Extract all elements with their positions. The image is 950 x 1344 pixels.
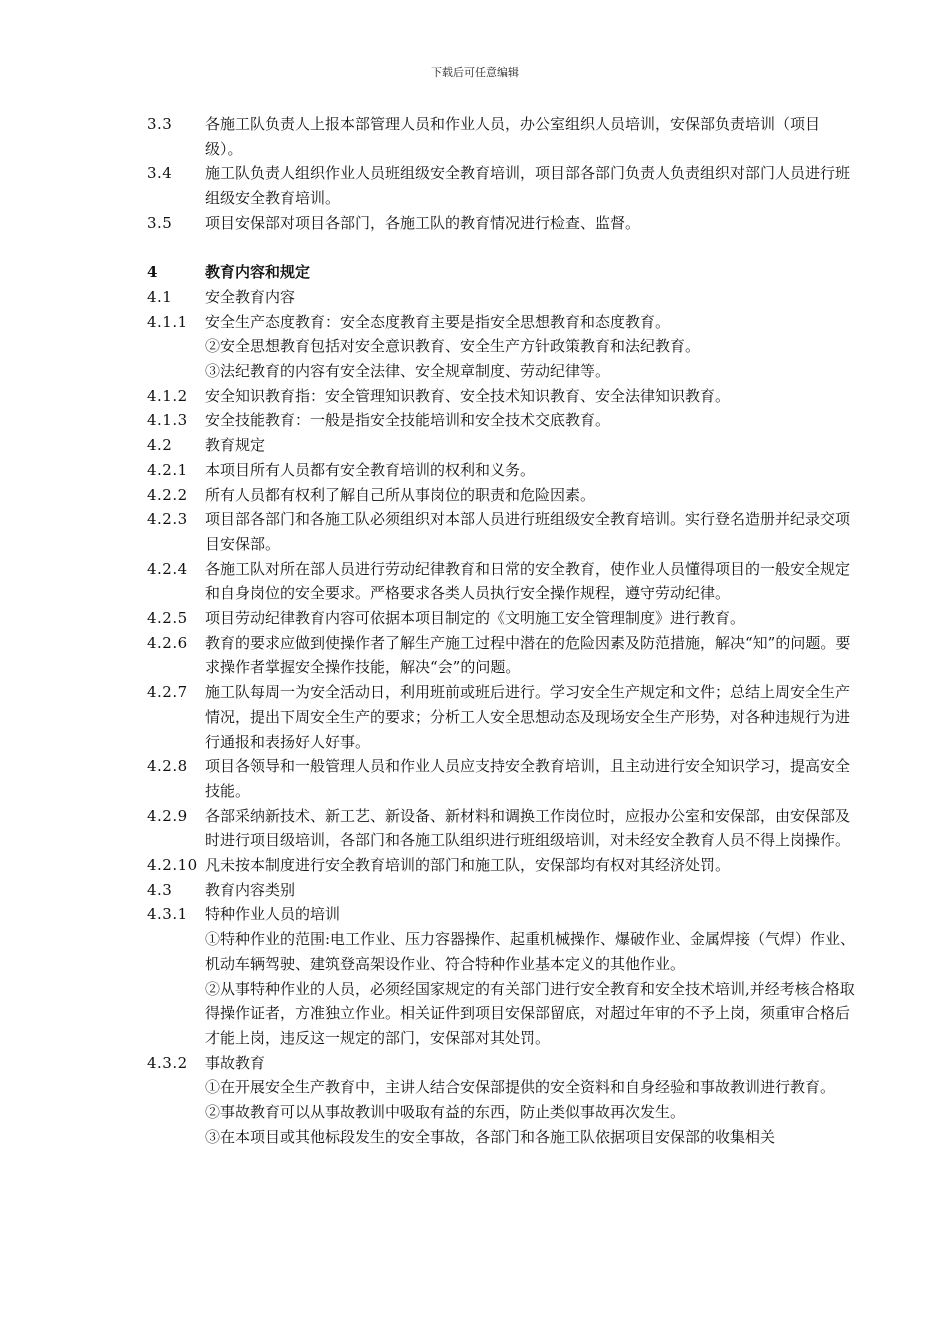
- clause-text: 安全生产态度教育：安全态度教育主要是指安全思想教育和态度教育。: [205, 312, 671, 331]
- clause-4-3-1: [147, 902, 857, 927]
- clause-text: 项目各领导和一般管理人员和作业人员应支持安全教育培训，且主动进行安全知识学习，提高安全技能。: [205, 757, 851, 800]
- clause-4-2-10: [147, 853, 857, 878]
- clause-3-4: [147, 161, 857, 210]
- clause-text: 安全知识教育指：安全管理知识教育、安全技术知识教育、安全法律知识教育。: [205, 386, 731, 405]
- clause-number: 4.3.1: [147, 905, 188, 924]
- clause-text: 各部采纳新技术、新工艺、新设备、新材料和调换工作岗位时，应报办公室和安保部，由安保部及时进行项目级培训，各部门和各施工队组织进行班组级培训，对未经安全教育人员不得上岗操作。: [205, 806, 851, 850]
- section-number: 4: [147, 263, 158, 282]
- sub-item: [147, 1100, 857, 1125]
- clause-number: 4.2.5: [147, 609, 188, 628]
- section-title: 教育内容和规定: [205, 263, 311, 282]
- clause-number: [147, 977, 205, 1051]
- clause-number: 4.1.1: [147, 312, 188, 331]
- clause-4-1-2: [147, 384, 857, 409]
- clause-number: [147, 1100, 205, 1125]
- clause-text: 所有人员都有权利了解自己所从事岗位的职责和危险因素。: [205, 485, 596, 504]
- clause-text: 事故教育: [205, 1053, 266, 1072]
- clause-text: 特种作业人员的培训: [205, 905, 341, 924]
- clause-4-2-5: [147, 606, 857, 631]
- clause-4-2-7: [147, 680, 857, 754]
- clause-4-1-1: [147, 310, 857, 335]
- clause-text: 项目部各部门和各施工队必须组织对本部人员进行班组级安全教育培训。实行登名造册并纪录交项目安保部。: [205, 510, 851, 553]
- document-body: [147, 112, 857, 1150]
- clause-number: 4.2.10: [147, 856, 198, 875]
- clause-text: 项目安保部对项目各部门，各施工队的教育情况进行检查、监督。: [205, 213, 641, 232]
- sub-item: [147, 1125, 857, 1150]
- clause-number: 4.2.6: [147, 633, 188, 652]
- clause-number: 4.1.3: [147, 411, 188, 430]
- sub-item-text: ②从事特种作业的人员，必须经国家规定的有关部门进行安全教育和安全技术培训,并经考核合格取得操作证者，方准独立作业。相关证件到项目安保部留底，对超过年审的不予上岗，须重审合格后才能上岗，违反这一规定的部门，安保部对其处罚。: [205, 979, 855, 1047]
- sub-item-text: ③在本项目或其他标段发生的安全事故，各部门和各施工队依据项目安保部的收集相关: [205, 1127, 776, 1146]
- clause-number: 4.3.2: [147, 1053, 188, 1072]
- clause-4-2-9: [147, 804, 857, 853]
- section-heading-4: [147, 260, 857, 285]
- clause-number: 4.1.2: [147, 386, 188, 405]
- section-spacer: [147, 236, 857, 261]
- clause-number: 4.2: [147, 436, 173, 455]
- clause-4-2-3: [147, 507, 857, 556]
- clause-text: 施工队负责人组织作业人员班组级安全教育培训，项目部各部门负责人负责组织对部门人员进行班组级安全教育培训。: [205, 164, 851, 208]
- clause-text: 教育内容类别: [205, 880, 296, 899]
- clause-text: 各施工队对所在部人员进行劳动纪律教育和日常的安全教育，使作业人员懂得项目的一般安全规定和自身岗位的安全要求。严格要求各类人员执行安全操作规程，遵守劳动纪律。: [205, 559, 851, 603]
- clause-text: 凡未按本制度进行安全教育培训的部门和施工队，安保部均有权对其经济处罚。: [205, 856, 731, 875]
- clause-4-1-3: [147, 408, 857, 433]
- clause-number: 4.2.7: [147, 683, 188, 702]
- clause-number: 3.5: [147, 213, 173, 232]
- clause-number: 4.2.1: [147, 460, 188, 479]
- page-header-note: 下载后可任意编辑: [431, 66, 519, 79]
- sub-item: [147, 927, 857, 976]
- clause-3-5: [147, 211, 857, 236]
- clause-text: 安全教育内容: [205, 287, 296, 306]
- clause-4-2-6: [147, 631, 857, 680]
- clause-number: 4.2.8: [147, 757, 188, 776]
- clause-4-2-4: [147, 557, 857, 606]
- clause-number: [147, 334, 205, 359]
- clause-number: 3.4: [147, 164, 173, 183]
- clause-text: 教育的要求应做到使操作者了解生产施工过程中潜在的危险因素及防范措施，解决“知”的问题。要求操作者掌握安全操作技能，解决“会”的问题。: [205, 633, 851, 677]
- clause-4-2: [147, 433, 857, 458]
- clause-number: 4.2.4: [147, 559, 188, 578]
- clause-number: [147, 927, 205, 976]
- sub-item-text: ②安全思想教育包括对安全意识教育、安全生产方针政策教育和法纪教育。: [205, 337, 701, 356]
- clause-number: 4.2.3: [147, 510, 188, 529]
- clause-text: 教育规定: [205, 436, 266, 455]
- clause-number: [147, 1125, 205, 1150]
- clause-4-2-1: [147, 458, 857, 483]
- sub-item: [147, 359, 857, 384]
- clause-3-3: [147, 112, 857, 161]
- clause-text: 施工队每周一为安全活动日，利用班前或班后进行。学习安全生产规定和文件；总结上周安全生产情况，提出下周安全生产的要求；分析工人安全思想动态及现场安全生产形势，对各种违规行为进行通报和表扬好人好事。: [205, 683, 851, 751]
- sub-item-text: ①特种作业的范围:电工作业、压力容器操作、起重机械操作、爆破作业、金属焊接（气焊）作业、机动车辆驾驶、建筑登高架设作业、符合特种作业基本定义的其他作业。: [205, 930, 856, 973]
- clause-4-2-8: [147, 754, 857, 803]
- clause-text: 本项目所有人员都有安全教育培训的权利和义务。: [205, 460, 536, 479]
- clause-4-3-2: [147, 1051, 857, 1076]
- clause-number: 3.3: [147, 115, 173, 133]
- clause-text: 各施工队负责人上报本部管理人员和作业人员，办公室组织人员培训，安保部负责培训（项目级）。: [205, 115, 821, 158]
- sub-item: [147, 1075, 857, 1100]
- clause-number: 4.2.9: [147, 806, 188, 825]
- clause-number: 4.1: [147, 287, 173, 306]
- clause-number: 4.2.2: [147, 485, 188, 504]
- clause-text: 安全技能教育：一般是指安全技能培训和安全技术交底教育。: [205, 411, 611, 430]
- clause-number: [147, 1075, 205, 1100]
- sub-item: [147, 334, 857, 359]
- clause-4-1: [147, 285, 857, 310]
- sub-item-text: ②事故教育可以从事故教训中吸取有益的东西，防止类似事故再次发生。: [205, 1103, 686, 1122]
- sub-item-text: ①在开展安全生产教育中，主讲人结合安保部提供的安全资料和自身经验和事故教训进行教育。: [205, 1078, 836, 1097]
- sub-item-text: ③法纪教育的内容有安全法律、安全规章制度、劳动纪律等。: [205, 362, 611, 381]
- clause-text: 项目劳动纪律教育内容可依据本项目制定的《文明施工安全管理制度》进行教育。: [205, 609, 746, 628]
- sub-item: [147, 977, 857, 1051]
- clause-4-2-2: [147, 483, 857, 508]
- clause-number: 4.3: [147, 880, 173, 899]
- clause-4-3: [147, 878, 857, 903]
- clause-number: [147, 359, 205, 384]
